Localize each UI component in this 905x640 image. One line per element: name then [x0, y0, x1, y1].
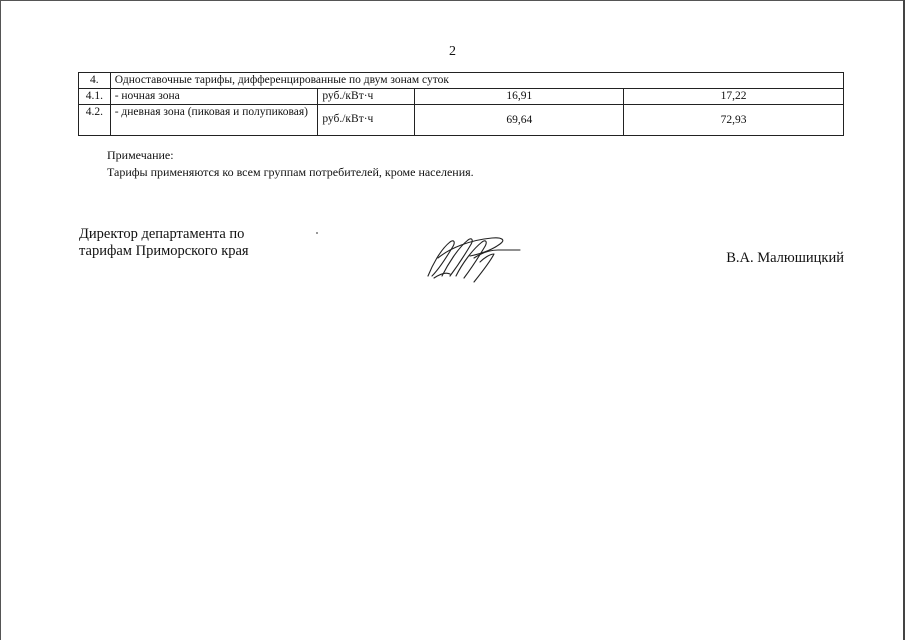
page-edge-left: [0, 0, 1, 640]
scan-speck: [316, 232, 318, 234]
row-value-2: 17,22: [624, 89, 844, 105]
note-title: Примечание:: [107, 148, 174, 162]
tariff-table: [78, 72, 844, 136]
table-row: [79, 105, 844, 136]
page-number: 2: [449, 44, 456, 59]
row-number: 4.: [79, 73, 111, 89]
signer-title-line-1: Директор департамента по: [79, 226, 245, 242]
row-number: 4.2.: [79, 105, 111, 136]
table-row: [79, 89, 844, 105]
handwritten-signature: [420, 228, 530, 288]
page-edge-top: [0, 0, 905, 1]
row-name: - ночная зона: [110, 89, 318, 105]
signer-name: В.А. Малюшицкий: [726, 250, 844, 266]
row-value-2: 72,93: [624, 105, 844, 136]
row-number: 4.1.: [79, 89, 111, 105]
row-section-title: Одноставочные тарифы, дифференцированные по двум зонам суток: [110, 73, 843, 89]
table-row: [79, 73, 844, 89]
row-value-1: 69,64: [415, 105, 624, 136]
signer-title-line-2: тарифам Приморского края: [79, 243, 249, 259]
row-unit: руб./кВт·ч: [318, 89, 415, 105]
row-value-1: 16,91: [415, 89, 624, 105]
note-text: Тарифы применяются ко всем группам потребителей, кроме населения.: [107, 165, 474, 179]
row-unit: руб./кВт·ч: [318, 105, 415, 136]
row-name: - дневная зона (пиковая и полупиковая): [110, 105, 318, 136]
signer-title: [79, 226, 249, 260]
